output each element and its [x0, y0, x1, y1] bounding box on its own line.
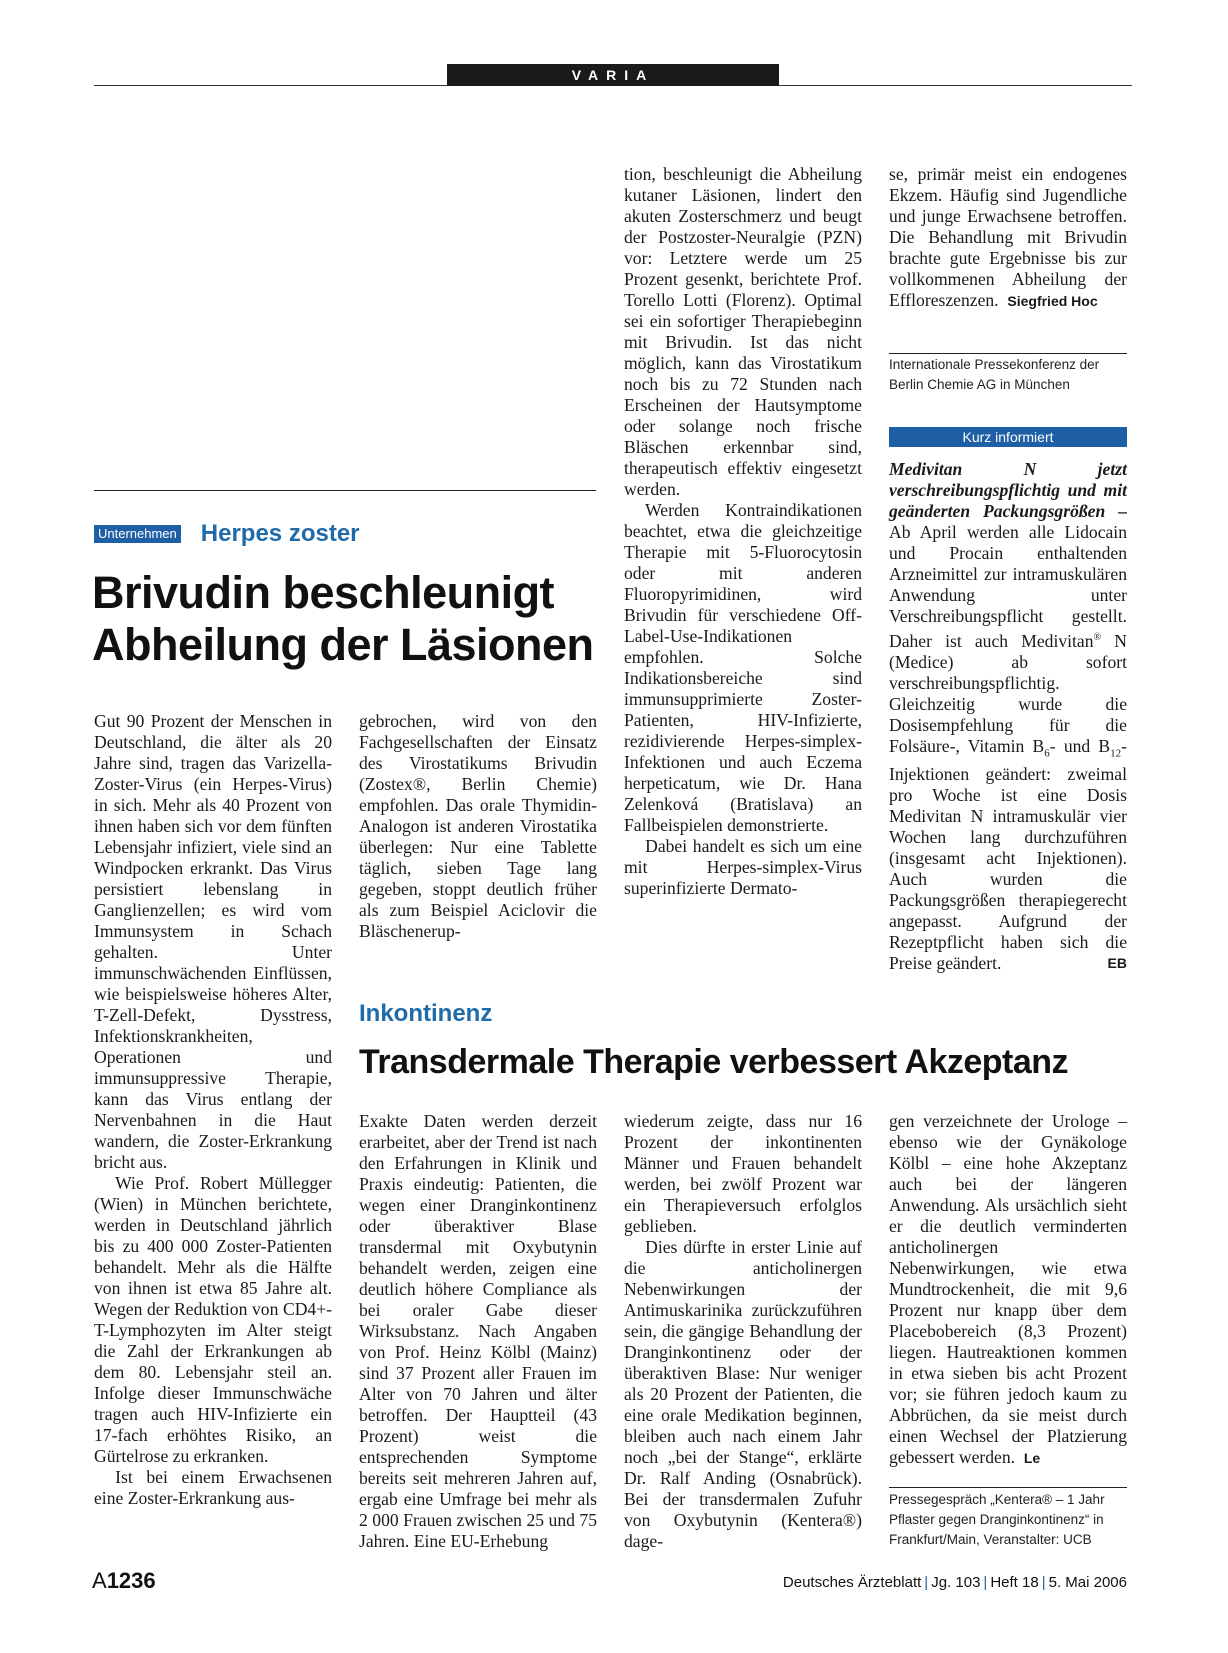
- page-number: [92, 1568, 156, 1594]
- section-label: VARIA: [447, 64, 779, 86]
- separator: |: [1041, 1574, 1046, 1591]
- article-headline: [92, 567, 594, 671]
- source-note: Internationale Pressekonferenz der Berlin Chemie AG in München: [889, 357, 1100, 392]
- author-signature: Le: [1023, 1450, 1041, 1466]
- kurz-lead: Medivitan N jetzt verschreibungspflichtig und mit geänderten Packungsgrößen –: [889, 459, 1127, 521]
- note-rule: [889, 1487, 1127, 1488]
- kurz-informiert-title: Kurz informiert: [889, 427, 1127, 447]
- paragraph: tion, beschleunigt die Abheilung kutaner Läsionen, lindert den akuten Zosterschmerz und beugt der Postzoster-Neuralgie (PZN) vor: Letztere werde um 25 Prozent gesenkt, berichtete Prof. Torello Lotti (Florenz). Optimal sei ein sofortiger Therapiebeginn mit Brivudin. Ist das nicht möglich, kann das Virostatikum noch bis zu 72 Stunden nach Erscheinen der Hautsymptome oder solange noch frische Bläschen erkennbar sind, therapeutisch effektiv eingesetzt werden.: [624, 164, 862, 499]
- registered-mark: ®: [1093, 632, 1102, 643]
- paragraph: Exakte Daten werden derzeit erarbeitet, aber der Trend ist nach den Erfahrungen in Klinik und Praxis eindeutig: Patienten, die wegen einer Dranginkontinenz oder überaktiver Blase transdermal mit Oxybutynin behandelt werden, zeigen eine deutlich höhere Compliance als bei oraler Gabe dieser Wirksubstanz. Nach Angaben von Prof. Heinz Kölbl (Mainz) sind 37 Prozent aller Frauen im Alter von 70 Jahren und älter betroffen. Der Hauptteil (43 Prozent) weist die entsprechenden Symptome bereits seit mehreren Jahren auf, ergab eine Umfrage bei mehr als 2 000 Frauen zwischen 25 und 75 Jahren. Eine EU-Erhebung: [359, 1111, 597, 1551]
- paragraph-text: se, primär meist ein endogenes Ekzem. Häufig sind Jugendliche und junge Erwachsene betroffen. Die Behandlung mit Brivudin brachte gute Ergebnisse bis zur vollkommenen Abheilung der Effloreszenzen.: [889, 164, 1127, 310]
- subscript: 6: [1044, 747, 1050, 760]
- article2-kicker: Inkontinenz: [359, 1000, 493, 1027]
- article-kicker-row: [94, 520, 360, 548]
- journal-name: Deutsches Ärzteblatt: [782, 1574, 922, 1591]
- kurz-informiert-body: [889, 459, 1127, 974]
- subscript: 12: [1110, 747, 1122, 760]
- article2-headline: Transdermale Therapie verbessert Akzeptanz: [359, 1043, 1069, 1081]
- journal-issue: Heft 18: [990, 1574, 1039, 1591]
- journal-volume: Jg. 103: [931, 1574, 981, 1591]
- article-rule: [94, 490, 596, 491]
- headline-line-2: Abheilung der Läsionen: [92, 619, 594, 670]
- article-kicker: Herpes zoster: [200, 520, 360, 547]
- paragraph: Ist bei einem Erwachsenen eine Zoster-Erkrankung aus-: [94, 1467, 332, 1508]
- paragraph: gebrochen, wird von den Fachgesellschaften der Einsatz des Virostatikums Brivudin (Zostex®, Berlin Chemie) empfohlen. Das orale Thymidin-Analogon ist anderen Virostatika überlegen: Nur eine Tablette täglich, sieben Tage lang gegeben, stoppt deutlich früher als zum Beispiel Aciclovir die Bläschenerup-: [359, 711, 597, 941]
- paragraph-text: gen verzeichnete der Urologe – ebenso wie der Gynäkologe Kölbl – eine hohe Akzeptanz auch bei der längeren Anwendung. Als ursächlich sieht er die deutlich verminderten anticholinergen Nebenwirkungen, wie etwa Mundtrockenheit, die mit 9,6 Prozent nur knapp über dem Placebobereich (8,3 Prozent) liegen. Hautreaktionen kommen in etwa sieben bis acht Prozent vor; sie führen jedoch kaum zu Abbrüchen, da sie meist durch einen Wechsel der Platzierung gebessert werden.: [889, 1111, 1127, 1467]
- paragraph: [889, 164, 1127, 312]
- kurz-text: Ab April werden alle Lidocain und Procain enthaltenden Arzneimittel zur intramuskulären Anwendung unter Verschreibungspflicht gestellt. Daher ist auch Medivitan: [889, 522, 1127, 651]
- kurz-text: -Injektionen geändert: zweimal pro Woche ist eine Dosis Medivitan N intramuskulär vier Wochen lang durchzuführen (insgesamt acht Injektionen). Auch wurden die Packungsgrößen therapiegerecht angepasst. Aufgrund der Rezeptpflicht haben sich die Preise geändert.: [889, 735, 1127, 974]
- journal-date: 5. Mai 2006: [1048, 1574, 1127, 1591]
- page-prefix: A: [92, 1568, 107, 1593]
- article1-column-4: [889, 164, 1127, 312]
- paragraph: wiederum zeigte, dass nur 16 Prozent der inkontinenten Männer und Frauen behandelt werden, bei zwölf Prozent war ein Therapieversuch erfolglos geblieben.: [624, 1111, 862, 1236]
- article1-column-3: [624, 164, 862, 899]
- separator: |: [983, 1574, 988, 1591]
- journal-info: [783, 1574, 1127, 1591]
- paragraph: Werden Kontraindikationen beachtet, etwa die gleichzeitige Therapie mit 5-Fluorocytosin oder mit anderen Fluoropyrimidinen, wird Brivudin für verschiedene Off-Label-Use-Indikationen empfohlen. Solche Indikationsbereiche sind immunsupprimierte Zoster-Patienten, HIV-Infizierte, rezidivierende Herpes-simplex-Infektionen und auch Eczema herpeticatum, wie Dr. Hana Zelenková (Bratislava) an Fallbeispielen demonstrierte.: [624, 500, 862, 835]
- article2-column-3: [624, 1111, 862, 1552]
- paragraph: Dies dürfte in erster Linie auf die anticholinergen Nebenwirkungen der Antimuskarinika zurückzuführen sein, die gängige Behandlung der Dranginkontinenz oder der überaktiven Blase: Nur weniger als 20 Prozent der Patienten, die eine orale Medikation beginnen, bleiben auch nach einem Jahr noch „bei der Stange“, erklärte Dr. Ralf Anding (Osnabrück). Bei der transdermalen Zufuhr von Oxybutynin (Kentera®) dage-: [624, 1237, 862, 1551]
- article2-column-2: [359, 1111, 597, 1552]
- kurz-text: - und B: [1049, 735, 1111, 756]
- article2-column-4: [889, 1111, 1127, 1469]
- paragraph: Dabei handelt es sich um eine mit Herpes-simplex-Virus superinfizierte Dermato-: [624, 836, 862, 898]
- article1-column-1: [94, 711, 332, 1509]
- page-number-value: 1236: [106, 1568, 156, 1593]
- kurz-signature: EB: [1107, 955, 1127, 972]
- paragraph: [889, 459, 1127, 974]
- author-signature: Siegfried Hoc: [1007, 293, 1098, 309]
- kurz-text: N (Medice) ab sofort verschreibungspflichtig. Gleichzeitig wurde die Dosisempfehlung für die Folsäure-, Vitamin B: [889, 630, 1127, 756]
- paragraph: Gut 90 Prozent der Menschen in Deutschland, die älter als 20 Jahre sind, tragen das Varizella-Zoster-Virus (ein Herpes-Virus) in sich. Mehr als 40 Prozent von ihnen haben sich vor dem fünften Lebensjahr infiziert, viele sind an Windpocken erkrankt. Das Virus persistiert lebenslang in Ganglienzellen; es wird vom Immunsystem in Schach gehalten. Unter immunschwächenden Einflüssen, wie beispielsweise höheres Alter, T-Zell-Defekt, Dysstress, Infektionskrankheiten, Operationen und immunsuppressive Therapie, kann das Virus entlang der Nervenbahnen in die Haut wandern, die Zoster-Erkrankung bricht aus.: [94, 711, 332, 1172]
- category-tag: Unternehmen: [94, 525, 181, 543]
- note-rule: [889, 353, 1127, 354]
- source-note: Pressegespräch „Kentera® – 1 Jahr Pflaster gegen Dranginkontinenz“ in Frankfurt/Main, Veranstalter: UCB: [889, 1492, 1105, 1547]
- paragraph: Wie Prof. Robert Müllegger (Wien) in München berichtete, werden in Deutschland jährlich bis zu 400 000 Zoster-Patienten behandelt. Mehr als die Hälfte von ihnen ist etwa 85 Jahre alt. Wegen der Reduktion von CD4+-T-Lymphozyten im Alter steigt die Zahl der Erkrankungen ab dem 80. Lebensjahr steil an. Infolge dieser Immunschwäche tragen auch HIV-Infizierte ein 17-fach erhöhtes Risiko, an Gürtelrose zu erkranken.: [94, 1173, 332, 1466]
- separator: |: [924, 1574, 929, 1591]
- paragraph: [889, 1111, 1127, 1469]
- article1-column-2: [359, 711, 597, 942]
- headline-line-1: Brivudin beschleunigt: [92, 567, 555, 618]
